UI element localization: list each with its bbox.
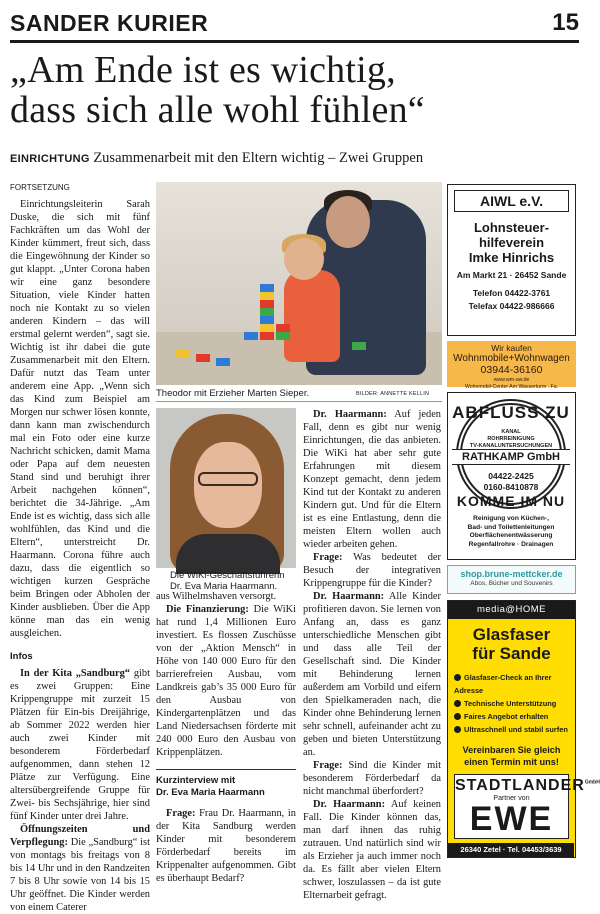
- article-headline: [10, 50, 579, 130]
- article-subline: [10, 150, 579, 167]
- subline-kicker: EINRICHTUNG: [10, 153, 90, 165]
- article-column-3: [303, 408, 441, 902]
- ad-aiwl: AIWL e.V. Lohnsteuer- hilfeverein Imke Hinrichs Am Markt 21 · 26452 Sande Telefon 04422-3761 Telefax 04422-986666: [447, 184, 576, 336]
- caption-rule: [156, 401, 442, 402]
- masthead-rule: [10, 40, 579, 43]
- subheading: In der Kita „Sandburg“: [20, 668, 130, 679]
- article-column-2: [156, 590, 296, 885]
- photo-teacher-child: [156, 182, 442, 385]
- ad-url: shop.brune-mettcker.de: [460, 569, 563, 579]
- ad-brune-mettcker: shop.brune-mettcker.de Abos, Bücher und Souvenirs: [447, 565, 576, 594]
- paragraph: gibt es zwei Gruppen: Eine Krippengruppe mit zurzeit 15 Plätzen für Ein-bis Dreijährige, ab Sommer 2022 werden hier auch zwei Kinder mit besonderem Förderbedarf aufgenommen, dann stehen 12 Plätze zur Verfügung. Eine altersübergreifende Gruppe für Zwei- bis Sechsjährige, hier sind fünf Kinder unter drei Jahre.: [10, 668, 150, 822]
- portrait-caption: Die WiKi-Geschäftsführerin Dr. Eva Maria Haarmann.: [170, 570, 285, 592]
- photo-caption: Theodor mit Erzieher Marten Sieper.: [156, 388, 310, 399]
- headline-line-2: dass sich alle wohl fühlen“: [10, 89, 425, 131]
- photo-portrait: [156, 408, 296, 568]
- paragraph: Auf jeden Fall, denn es gibt nur wenig Einrichtungen, die das anbieten. Die WiKi hat aber sehr gute Erfahrungen mit diesem Konzept gemacht, denn jedem Kind tut der Kontakt zu anderen Kindern gut. Und für die Eltern ist es eine Entlastung, denn die meisten Eltern wollen auch wieder arbeiten gehen.: [303, 409, 442, 550]
- question-label: Frage:: [313, 760, 343, 771]
- paragraph: aus Wilhelmshaven versorgt.: [156, 591, 277, 602]
- article-column-1: [10, 198, 150, 914]
- paragraph: Alle Kinder profitieren davon. Sie lernen von Anfang an, dass es ganz unterschiedliche Menschen gibt und dass alle Teil der Gesellschaft sind. Die Kinder mit Behinderung lernen außerdem am Vorbild und eifern den Spielkameraden nach, die Kinder ohne Behinderung lernen sehr schnell, aufeinander acht zu geben und bieten Unterstützung an.: [303, 591, 442, 758]
- page-number: 15: [552, 9, 579, 36]
- ad-bullet-list: [454, 671, 575, 736]
- list-item: Faires Angebot erhalten: [454, 710, 575, 723]
- list-item: Glasfaser-Check an Ihrer Adresse: [454, 673, 552, 695]
- ad-abfluss: ABFLUSS ZU KANAL ROHRREINIGUNG TV-KANALUNTERSUCHUNGEN RATHKAMP GmbH 04422-2425 0160-8410878 KOMME IM NU Reinigung von Küchen-, Bad- und Toilettenleitungen Oberflächenentwässerung Regenfallrohre · Drainagen: [447, 392, 576, 560]
- list-item: Technische Unterstützung: [454, 697, 575, 710]
- answer-label: Dr. Haarmann:: [313, 409, 387, 420]
- subheading: Die Finanzierung:: [166, 604, 249, 615]
- paragraph: Auf keinen Fall. Die Kinder können das, man darf ihnen das ruhig zutrauen. Und natürlich sind wir als Erzieher ja auch immer noch da. Es fällt aber vielen Eltern schwer, loszulassen – da ist gute Elternarbeit gefragt.: [303, 799, 441, 901]
- question-label: Frage:: [166, 808, 196, 819]
- ad-brand-box: $STADTLANDER^{GmbH}$ Partner von EWE: [454, 774, 569, 839]
- paragraph: Was bedeutet der Besuch der integrativen Krippengruppe für die Kinder?: [303, 552, 441, 589]
- answer-label: Dr. Haarmann:: [313, 591, 385, 602]
- headline-line-1: „Am Ende ist es wichtig,: [10, 49, 396, 91]
- ad-glasfaser: media@HOME Glasfaser für Sande Glasfaser-Check an Ihrer Adresse Technische Unterstützung Faires Angebot erhalten Ultraschnell und stabil surfen Vereinbaren Sie gleich einen Termin mit uns! $STADTLANDER^{GmbH}$ Partner von EWE 26340 Zetel · Tel. 04453/3639: [447, 600, 576, 858]
- ad-address: Am Markt 21 · 26452 Sande: [456, 270, 567, 280]
- ad-fax: Telefax 04422-986666: [468, 301, 555, 311]
- list-item: Ultraschnell und stabil surfen: [454, 723, 575, 736]
- paragraph: Die „Sandburg“ ist von montags bis freitags von 8 bis 14 Uhr und in den Randzeiten 7 bis 8 Uhr sowie von 14 bis 15 Uhr geöffnet. Die Kinder werden von einem Caterer: [10, 837, 150, 913]
- subheading: Öffnungszeiten und Verpflegung:: [10, 824, 150, 848]
- paragraph: Einrichtungsleiterin Sarah Duske, die sich mit fünf Fachkräften um das Wohl der Kinder kümmert, freut sich, dass die Eingewöhnung der Kinder so gut klappt. „Unter Corona haben wir eine ganz besondere Situation, viele Kinder hatten noch nie Kontakt zu so vielen anderen Kindern – das will erstmal gelernt werden“, sagt sie. Wichtig ist ihr dabei die gute Zusammenarbeit mit den Eltern. Dafür nutzt das Team unter anderem eine App. „Wenn sich das Kind zum Beispiel am Morgen nur schwer lösen konnte, dann kann man zwischendurch mal ein Foto oder eine kurze Nachricht schicken, damit Mama oder Papa auf dem neuesten Stand sind und beruhigt ihrer Arbeit nachgehen können“, berichtet die 34-Jährige. „Am Ende ist es wichtig, dass sich alle wohlfühlen, das Kind und die Eltern“, unterstreicht Dr. Haarmann. Corona führe auch dazu, dass die eigentlich so wichtigen kurzen Gespräche beim Bringen oder Abholen der Kinder ausblieben. Über die App könne man das ein wenig ausgleichen.: [10, 199, 150, 639]
- subline-text: Zusammenarbeit mit den Eltern wichtig – Zwei Gruppen: [93, 150, 424, 166]
- ad-topbar: media@HOME: [448, 601, 575, 619]
- question-label: Frage:: [313, 552, 343, 563]
- continuation-label: FORTSETZUNG: [10, 183, 70, 192]
- info-heading: Infos: [10, 651, 33, 662]
- paragraph: Die WiKi hat rund 1,4 Millionen Euro investiert. Es flossen Zuschüsse von der „Aktion Mensch“ in Höhe von 140 000 Euro für den barrierefreien Ausbau, vom Landkreis gab’s 35 000 Euro für den Ausbau von Kindergartenplätzen und das Land Niedersachsen förderte mit 240 000 Euro den Ausbau von Krippenplätzen.: [156, 604, 296, 758]
- photo-credit: BILDER: ANNETTE KELLIN: [356, 391, 430, 397]
- paragraph: Frau Dr. Haarmann, in der Kita Sandburg werden Kinder mit besonderem Förderbedarf bereits im Krippenalter aufgenommen. Gibt es überhaupt Bedarf?: [156, 808, 296, 884]
- paragraph: Sind die Kinder mit besonderem Förderbedarf da nicht manchmal überfordert?: [303, 760, 441, 797]
- newspaper-name: SANDER KURIER: [10, 10, 209, 36]
- ad-phone: Telefon 04422-3761: [472, 288, 551, 298]
- ad-header: AIWL e.V.: [454, 190, 569, 212]
- interview-heading: Kurzinterview mit Dr. Eva Maria Haarmann: [156, 769, 296, 799]
- ad-wohnmobile: Wir kaufen Wohnmobile+Wohnwagen 03944-36160 www.wm-aw.de Wohnmobil-Center Am Wasserturm . Fa.: [447, 341, 576, 387]
- answer-label: Dr. Haarmann:: [313, 799, 386, 810]
- ad-footer: 26340 Zetel · Tel. 04453/3639: [448, 843, 574, 857]
- ad-firm-name: RATHKAMP GmbH: [452, 449, 570, 465]
- ewe-logo: EWE: [469, 800, 554, 838]
- masthead: [10, 8, 579, 40]
- ad-cta: Vereinbaren Sie gleich einen Termin mit uns!: [462, 745, 561, 767]
